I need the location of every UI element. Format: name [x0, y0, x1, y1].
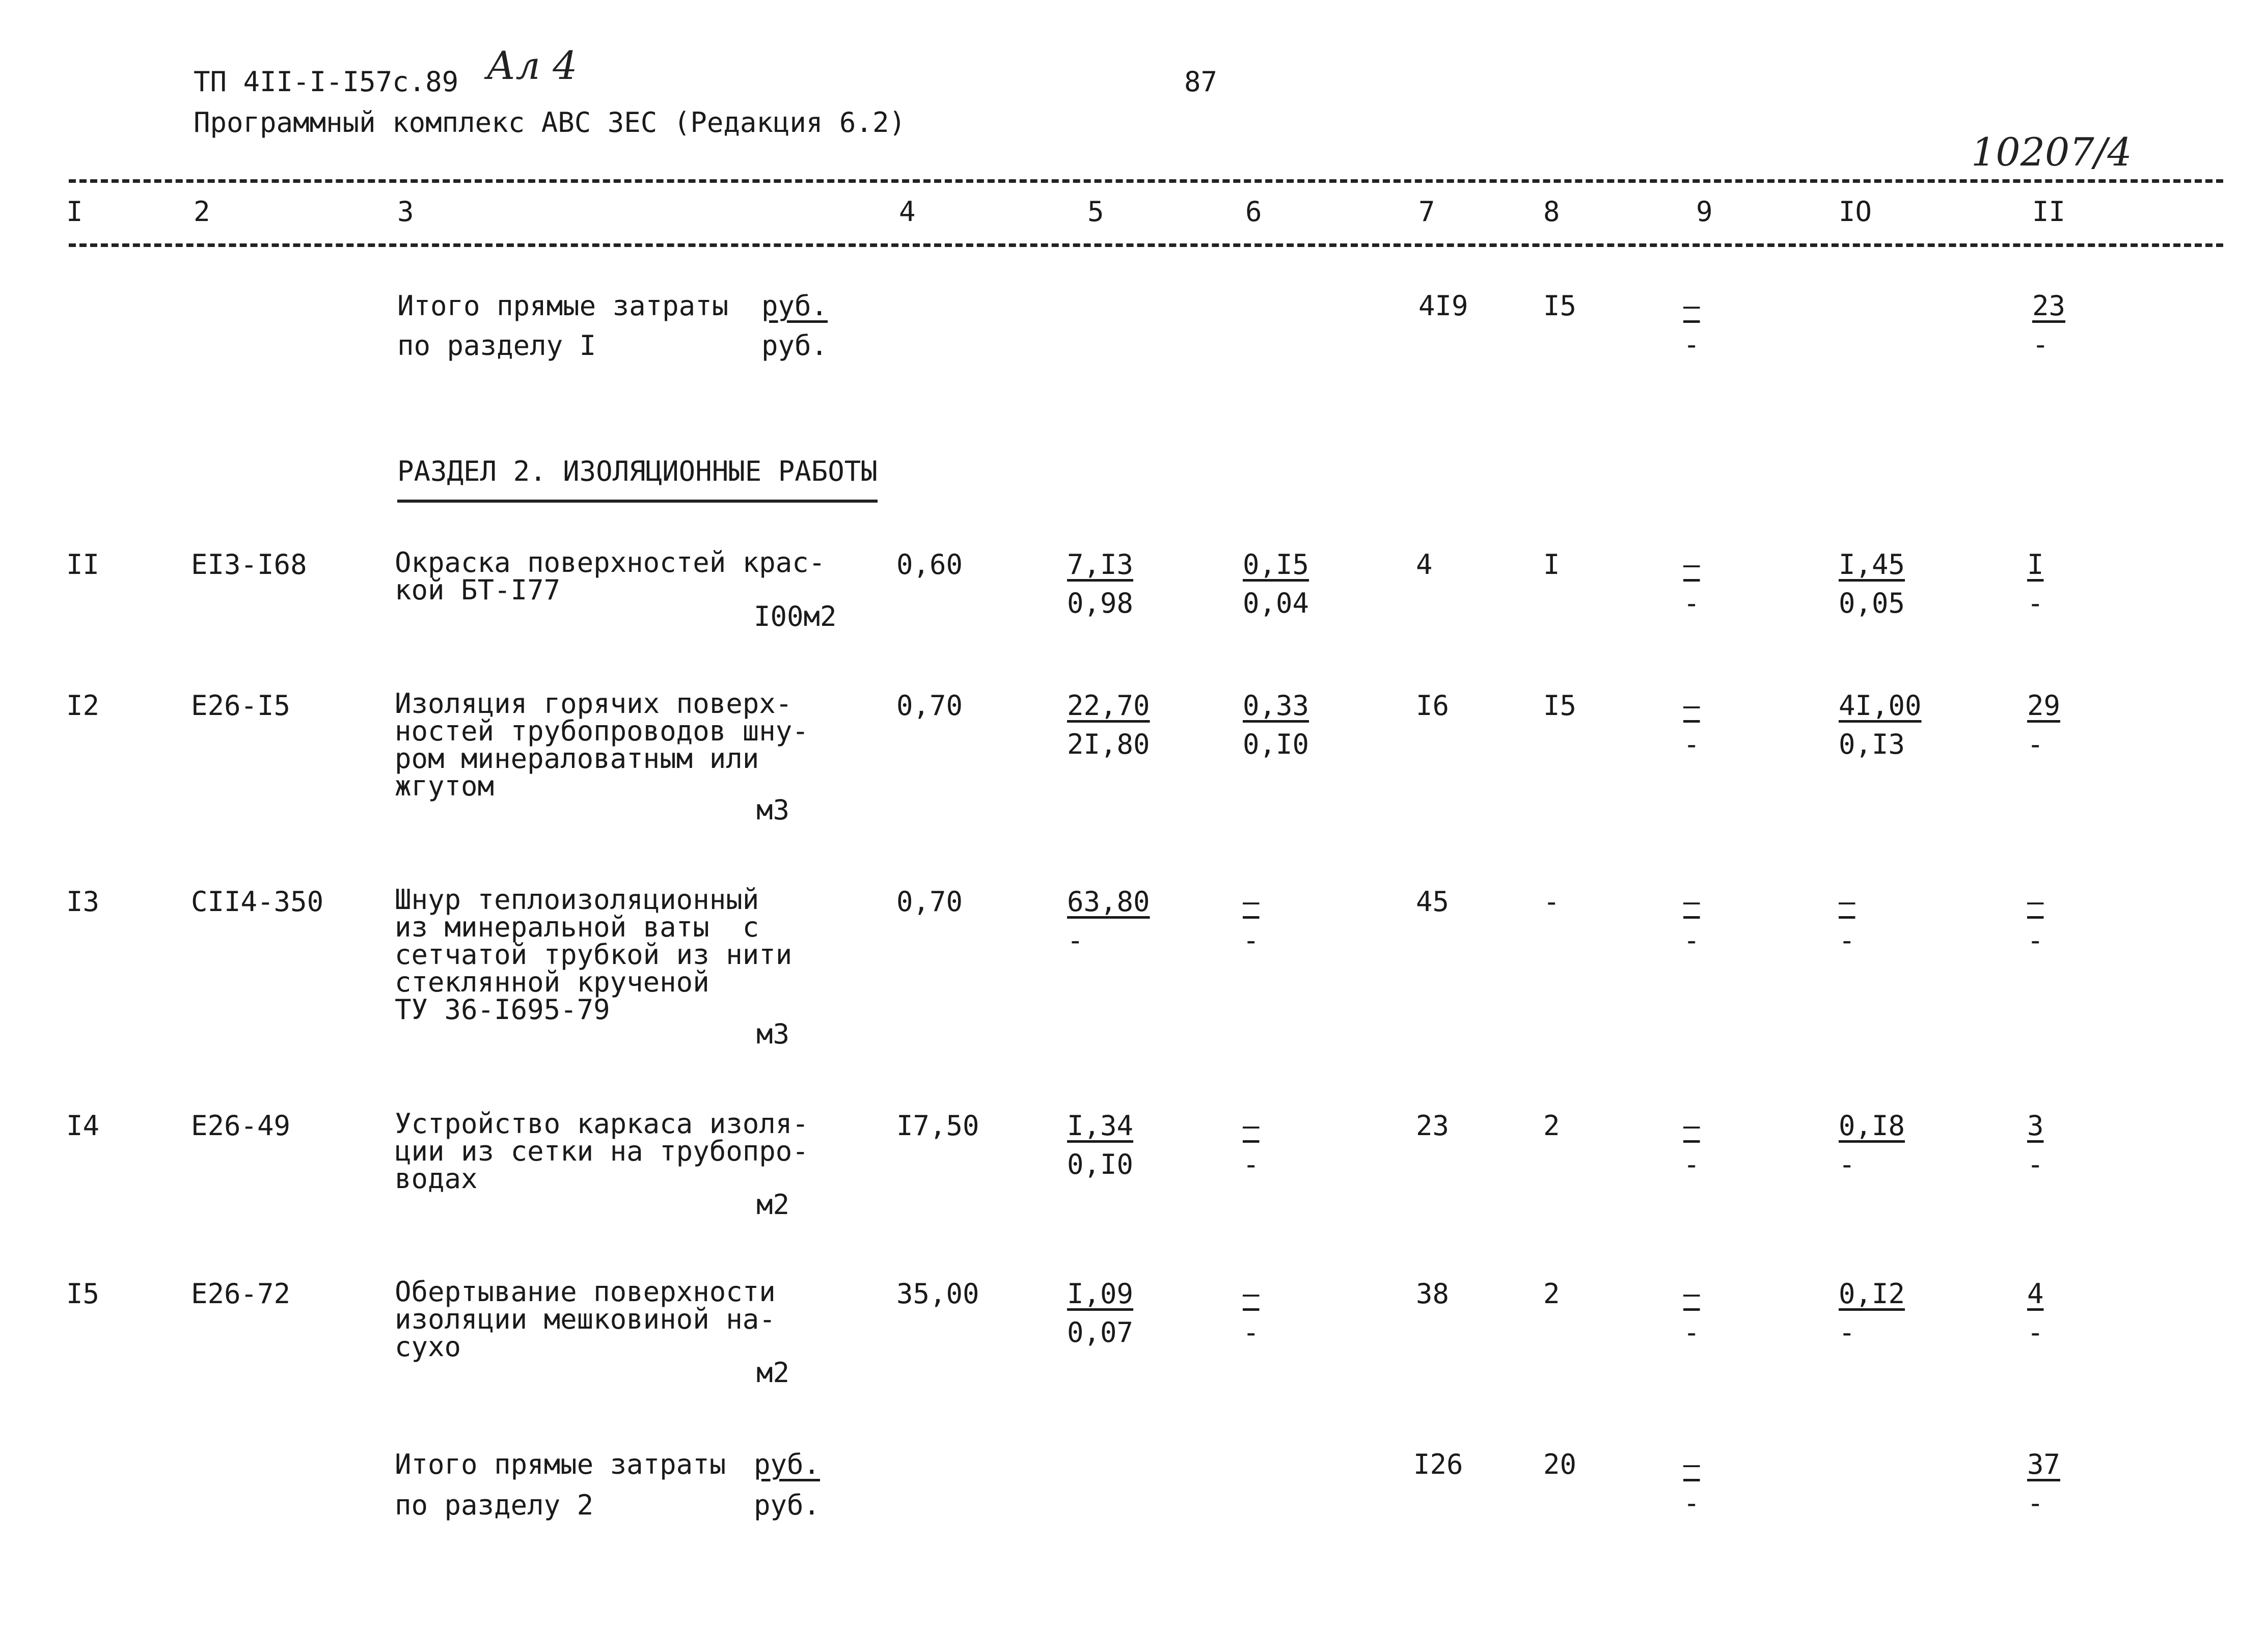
row-col8: I — [1543, 548, 1560, 581]
row-col10-top: – — [1839, 886, 1855, 918]
row-col9 — [1683, 690, 1700, 760]
row-col6 — [1243, 1278, 1260, 1348]
column-header-2: 2 — [194, 196, 210, 228]
row-col9 — [1683, 549, 1700, 619]
row-col5-bottom: 2I,80 — [1067, 728, 1150, 761]
total1-col9-top: – — [1683, 290, 1700, 322]
row-number: I5 — [66, 1278, 100, 1310]
row-col5-top: I,34 — [1067, 1110, 1134, 1142]
column-header-10: IO — [1839, 196, 1872, 228]
row-col5-top: I,09 — [1067, 1278, 1134, 1310]
row-col6 — [1243, 886, 1260, 956]
row-col10-top: 0,I8 — [1839, 1110, 1905, 1142]
column-header-5: 5 — [1087, 196, 1104, 228]
row-quantity: 35,00 — [896, 1278, 979, 1310]
row-col9 — [1683, 1278, 1700, 1348]
row-col5-bottom: 0,98 — [1067, 587, 1134, 620]
total2-col7: I26 — [1413, 1448, 1463, 1480]
total2-col8: 20 — [1543, 1448, 1577, 1480]
total2-label-1: Итого прямые затраты — [395, 1448, 726, 1480]
row-col10-top: I,45 — [1839, 548, 1905, 581]
row-col11-bottom: - — [2027, 1316, 2044, 1349]
row-col9-top: – — [1683, 1110, 1700, 1142]
row-quantity: I7,50 — [896, 1110, 979, 1142]
row-description: Устройство каркаса изоля- ции из сетки на трубопро- водах — [395, 1108, 809, 1195]
row-number: I4 — [66, 1110, 100, 1142]
row-col7: I6 — [1416, 690, 1450, 722]
row-col11-top: – — [2027, 886, 2044, 918]
total2-unit-bottom: руб. — [754, 1489, 821, 1521]
total1-col11-top: 23 — [2032, 290, 2066, 322]
total1-col9-bottom: - — [1683, 328, 1700, 361]
header-rule-top — [69, 179, 2223, 183]
row-col10 — [1839, 690, 1922, 760]
total2-col11-top: 37 — [2027, 1448, 2061, 1480]
total2-col9-bottom: - — [1683, 1487, 1700, 1520]
row-col11-bottom: - — [2027, 1148, 2044, 1181]
row-col6-bottom: - — [1243, 1316, 1260, 1349]
row-unit: м2 — [756, 1189, 790, 1221]
row-col9 — [1683, 886, 1700, 956]
handwritten-note: Ал 4 — [486, 43, 578, 88]
row-col11 — [2027, 1110, 2044, 1180]
column-header-8: 8 — [1543, 196, 1560, 228]
row-col10-top: 0,I2 — [1839, 1278, 1905, 1310]
row-col6-top: – — [1243, 1278, 1260, 1310]
total2-col11-bottom: - — [2027, 1487, 2044, 1520]
row-description: Изоляция горячих поверх- ностей трубопроводов шну- ром минераловатным или жгутом — [395, 687, 809, 802]
row-col5-bottom: - — [1067, 924, 1084, 957]
row-code: E26-49 — [191, 1110, 291, 1142]
row-description: Шнур теплоизоляционный из минеральной ваты с сетчатой трубкой из нити стеклянной крученой ТУ 36-I695-79 — [395, 884, 793, 1026]
row-col11 — [2027, 690, 2060, 760]
row-col9-top: – — [1683, 886, 1700, 918]
section-title: РАЗДЕЛ 2. ИЗОЛЯЦИОННЫЕ РАБОТЫ — [397, 456, 878, 503]
total1-label-1: Итого прямые затраты — [397, 290, 729, 322]
column-header-6: 6 — [1245, 196, 1262, 228]
page-number: 87 — [1184, 66, 1218, 98]
row-col11-bottom: - — [2027, 728, 2044, 761]
total2-col11 — [2027, 1449, 2060, 1519]
row-quantity: 0,70 — [896, 690, 963, 722]
row-col5-top: 22,70 — [1067, 690, 1150, 722]
total1-label-2: по разделу I — [397, 329, 596, 362]
row-col5-bottom: 0,I0 — [1067, 1148, 1134, 1181]
row-code: EI3-I68 — [191, 548, 307, 581]
row-col10-bottom: - — [1839, 1316, 1855, 1349]
column-header-1: I — [66, 196, 83, 228]
doc-code: ТП 4II-I-I57с.89 — [194, 66, 459, 98]
row-code: E26-I5 — [191, 690, 291, 722]
row-col5-top: 63,80 — [1067, 886, 1150, 918]
row-col11-top: 29 — [2027, 690, 2061, 722]
row-col6-top: – — [1243, 1110, 1260, 1142]
row-col6-bottom: - — [1243, 924, 1260, 957]
row-col9-bottom: - — [1683, 1148, 1700, 1181]
column-header-4: 4 — [899, 196, 916, 228]
column-header-7: 7 — [1418, 196, 1435, 228]
row-col6-top: – — [1243, 886, 1260, 918]
row-number: I2 — [66, 690, 100, 722]
row-col9-bottom: - — [1683, 728, 1700, 761]
row-col9-bottom: - — [1683, 924, 1700, 957]
row-unit: м3 — [756, 1018, 790, 1050]
total1-unit-top: руб. — [761, 290, 828, 322]
row-col6 — [1243, 690, 1309, 760]
row-col9-bottom: - — [1683, 587, 1700, 620]
total2-col9 — [1683, 1449, 1700, 1519]
row-unit: I00м2 — [754, 600, 837, 632]
total1-col11-bottom: - — [2032, 328, 2049, 361]
row-number: II — [66, 548, 100, 581]
row-col5 — [1067, 886, 1150, 956]
row-col5 — [1067, 1278, 1133, 1348]
row-description: Обертывание поверхности изоляции мешковиной на- сухо — [395, 1276, 776, 1363]
row-col7: 45 — [1416, 886, 1450, 918]
total1-unit-bottom: руб. — [761, 329, 828, 362]
row-col11-top: I — [2027, 548, 2044, 581]
row-col8: 2 — [1543, 1110, 1560, 1142]
row-col10-bottom: 0,I3 — [1839, 728, 1905, 761]
header-rule-bottom — [69, 243, 2223, 247]
row-quantity: 0,60 — [896, 548, 963, 581]
row-col9-top: – — [1683, 1278, 1700, 1310]
total2-col9-top: – — [1683, 1448, 1700, 1480]
row-col10 — [1839, 1278, 1905, 1348]
row-col11 — [2027, 886, 2044, 956]
row-col8: 2 — [1543, 1278, 1560, 1310]
total2-label-2: по разделу 2 — [395, 1489, 594, 1521]
row-col5-bottom: 0,07 — [1067, 1316, 1134, 1349]
row-col7: 38 — [1416, 1278, 1450, 1310]
total1-col11 — [2032, 290, 2065, 361]
row-col10-bottom: - — [1839, 1148, 1855, 1181]
row-col11-top: 4 — [2027, 1278, 2044, 1310]
row-col7: 23 — [1416, 1110, 1450, 1142]
row-col10-bottom: 0,05 — [1839, 587, 1905, 620]
row-col11-top: 3 — [2027, 1110, 2044, 1142]
row-col8: I5 — [1543, 690, 1577, 722]
row-col6-bottom: 0,04 — [1243, 587, 1309, 620]
row-col6-top: 0,I5 — [1243, 548, 1309, 581]
row-unit: м3 — [756, 794, 790, 826]
total1-col7: 4I9 — [1418, 290, 1468, 322]
row-col6-bottom: - — [1243, 1148, 1260, 1181]
row-col9 — [1683, 1110, 1700, 1180]
total2-unit-top: руб. — [754, 1448, 821, 1480]
row-col11 — [2027, 1278, 2044, 1348]
column-header-11: II — [2032, 196, 2066, 228]
row-col10-bottom: - — [1839, 924, 1855, 957]
handwritten-ref: 10207/4 — [1971, 129, 2132, 175]
row-col11 — [2027, 549, 2044, 619]
row-col5 — [1067, 549, 1133, 619]
row-col7: 4 — [1416, 548, 1433, 581]
row-col10 — [1839, 549, 1905, 619]
row-unit: м2 — [756, 1357, 790, 1389]
row-col6-top: 0,33 — [1243, 690, 1309, 722]
row-quantity: 0,70 — [896, 886, 963, 918]
row-col10-top: 4I,00 — [1839, 690, 1922, 722]
total1-col9 — [1683, 290, 1700, 361]
row-col10 — [1839, 886, 1855, 956]
row-col9-top: – — [1683, 548, 1700, 581]
row-description: Окраска поверхностей крас- кой БТ-I77 — [395, 546, 826, 606]
row-col8: - — [1543, 886, 1560, 918]
row-col10 — [1839, 1110, 1905, 1180]
row-code: E26-72 — [191, 1278, 291, 1310]
row-number: I3 — [66, 886, 100, 918]
row-col5-top: 7,I3 — [1067, 548, 1134, 581]
row-col11-bottom: - — [2027, 587, 2044, 620]
program-title: Программный комплекс АВС ЗЕС (Редакция 6.2) — [194, 106, 906, 139]
row-col9-top: – — [1683, 690, 1700, 722]
row-col6 — [1243, 1110, 1260, 1180]
row-col5 — [1067, 1110, 1133, 1180]
row-col6 — [1243, 549, 1309, 619]
row-code: СII4-350 — [191, 886, 324, 918]
row-col6-bottom: 0,I0 — [1243, 728, 1309, 761]
row-col5 — [1067, 690, 1150, 760]
column-header-9: 9 — [1696, 196, 1713, 228]
total1-col8: I5 — [1543, 290, 1577, 322]
row-col11-bottom: - — [2027, 924, 2044, 957]
row-col9-bottom: - — [1683, 1316, 1700, 1349]
column-header-3: 3 — [397, 196, 414, 228]
